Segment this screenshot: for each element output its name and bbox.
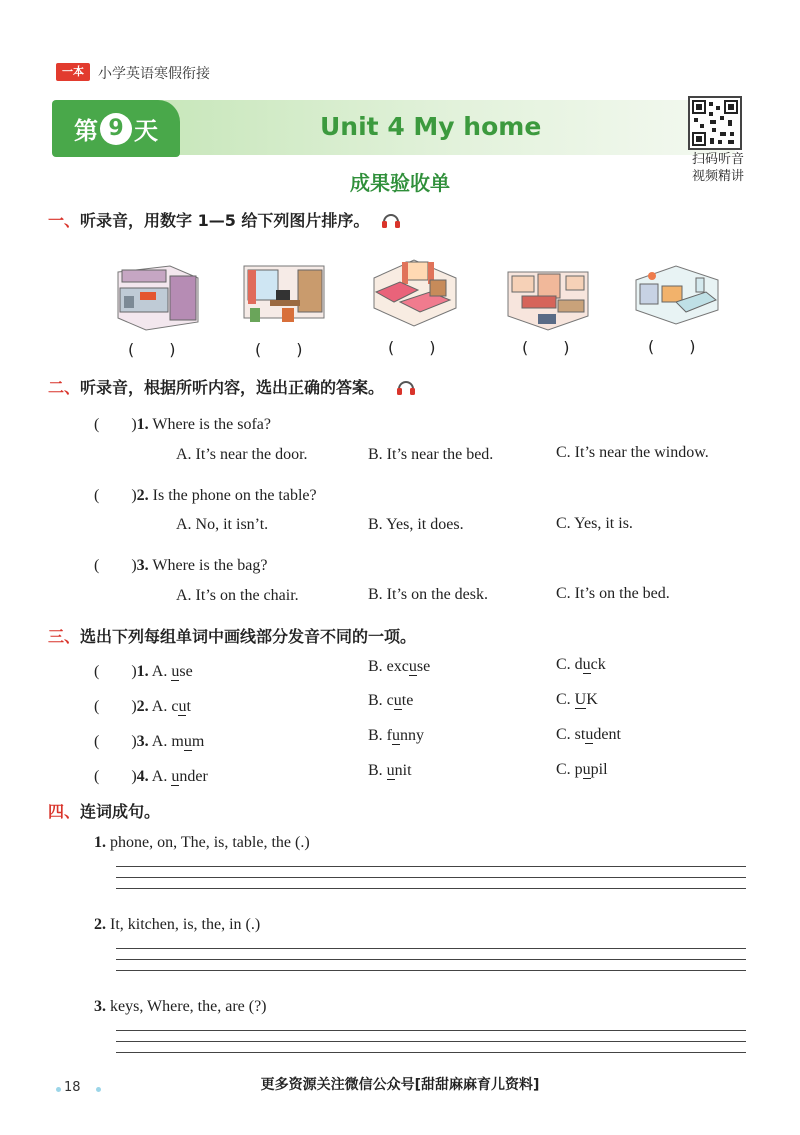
qr-code-icon[interactable] [688,96,742,150]
option-label: A. [151,663,168,680]
word-pre: d [574,656,583,673]
option-label: C. [556,691,571,708]
brand-logo: 一本 [56,63,90,81]
item-words: phone, on, The, is, table, the (.) [110,834,310,851]
day-number: 9 [100,113,132,145]
writing-lines-3[interactable] [116,1030,746,1063]
word-underlined: u [393,692,402,709]
option-a: A. It’s near the door. [176,446,308,463]
section3-num: 三、 [48,627,81,646]
question-3 [94,552,267,575]
row-number: 4. [136,768,149,785]
writing-lines-1[interactable] [116,866,746,899]
option-b: B. It’s near the bed. [368,446,494,463]
word-c [556,726,621,744]
option-label: A. [151,768,168,785]
row-number: 1. [136,663,149,680]
book-title: 小学英语寒假衔接 [98,66,210,82]
word-pre: m [171,733,184,750]
day-suffix: 天 [134,117,158,145]
word-pre: p [574,761,583,778]
picture-answer-4[interactable]: ( ) [522,338,571,357]
answer-paren[interactable]: ( ) [94,768,137,785]
question-text: Where is the bag? [152,557,268,574]
option-label: B. [368,692,383,709]
word-underlined: u [585,726,594,743]
option-label: B. [368,658,383,675]
word-post: dent [593,726,621,743]
picture-answer-3[interactable]: ( ) [388,338,437,357]
word-b [368,658,430,676]
word-pre: exc [386,658,409,675]
word-underlined: u [171,663,180,680]
word-post: K [586,691,598,708]
item-number: 2. [94,916,106,933]
option-c: C. Yes, it is. [556,515,633,532]
option-b: B. Yes, it does. [368,516,464,533]
word-b [368,692,413,710]
headphone-icon[interactable] [381,211,401,233]
sentence-item-2 [94,916,260,934]
word-underlined: u [392,727,400,744]
question-number: 3. [136,557,149,574]
word-a [171,663,192,681]
word-post: se [179,663,193,680]
picture-living-room [504,262,590,332]
row-number: 2. [136,698,149,715]
word-c [556,656,606,674]
row-number: 3. [136,733,149,750]
question-text: Where is the sofa? [152,416,271,433]
word-post: nny [400,727,424,744]
option-b: B. It’s on the desk. [368,586,488,603]
section2-title: 听录音，根据所听内容，选出正确的答案。 [80,378,385,397]
option-label: A. [151,733,168,750]
qr-caption-line2: 视频精讲 [691,169,744,184]
word-underlined: u [582,761,591,778]
picture-bedroom [370,258,456,328]
word-underlined: U [574,691,587,708]
word-post: nit [394,762,412,779]
section3-heading [48,624,416,647]
word-a [171,698,191,716]
picture-kitchen [112,262,198,332]
word-post: se [416,658,431,675]
word-pre: f [386,727,392,744]
option-a: A. No, it isn’t. [176,516,269,533]
word-underlined: u [171,768,180,785]
question-number: 1. [136,416,149,433]
word-underlined: u [582,656,591,673]
item-words: keys, Where, the, are (?) [110,998,267,1015]
answer-paren[interactable]: ( ) [94,663,137,680]
word-post: t [186,698,191,715]
picture-answer-5[interactable]: ( ) [648,337,697,356]
answer-paren[interactable]: ( ) [94,733,137,750]
option-label: B. [368,727,383,744]
option-label: C. [556,726,571,743]
item-number: 1. [94,834,106,851]
qr-caption-line1: 扫码听音 [691,152,744,167]
option-label: C. [556,656,571,673]
page-number: 18 [64,1080,81,1095]
word-underlined: u [183,733,192,750]
word-a [171,733,204,751]
answer-paren[interactable]: ( ) [94,416,137,433]
section1-title: 听录音，用数字 1—5 给下列图片排序。 [80,211,370,230]
phonics-row-4 [94,763,208,786]
word-pre: st [574,726,586,743]
picture-study [240,262,326,332]
answer-paren[interactable]: ( ) [94,698,137,715]
question-1 [94,411,271,434]
word-post: te [401,692,414,709]
question-number: 2. [136,487,149,504]
option-label: C. [556,761,571,778]
section2-heading [48,375,416,400]
picture-answer-2[interactable]: ( ) [255,340,304,359]
option-label: A. [151,698,168,715]
unit-title: Unit 4 My home [320,112,542,141]
section4-title: 连词成句。 [80,802,161,821]
sheet-title: 成果验收单 [350,171,450,195]
item-words: It, kitchen, is, the, in (.) [110,916,261,933]
word-post: ck [590,656,606,673]
word-a [171,768,207,786]
writing-lines-2[interactable] [116,948,746,981]
picture-bathroom [632,262,718,332]
option-a: A. It’s on the chair. [176,587,299,604]
section2-num: 二、 [48,378,81,397]
word-c [556,761,608,779]
word-post: nder [179,768,208,785]
phonics-row-3 [94,728,204,751]
word-post: m [191,733,205,750]
answer-paren[interactable]: ( ) [94,487,137,504]
sentence-item-1 [94,834,310,852]
section4-num: 四、 [48,802,81,821]
headphone-icon[interactable] [396,378,416,400]
word-underlined: u [386,762,395,779]
word-b [368,727,424,745]
section4-heading [48,799,160,822]
section3-title: 选出下列每组单词中画线部分发音不同的一项。 [80,627,417,646]
answer-paren[interactable]: ( ) [94,557,137,574]
footer-text: 更多资源关注微信公众号[甜甜麻麻育儿资料] [260,1077,540,1093]
word-c [556,691,598,709]
item-number: 3. [94,998,106,1015]
sentence-item-3 [94,998,267,1016]
option-c: C. It’s near the window. [556,444,709,461]
option-label: B. [368,762,383,779]
word-pre: c [386,692,394,709]
day-prefix: 第 [74,117,98,145]
question-2 [94,482,317,505]
section1-num: 一、 [48,211,81,230]
phonics-row-2 [94,693,191,716]
option-c: C. It’s on the bed. [556,585,670,602]
section1-heading [48,208,401,233]
question-text: Is the phone on the table? [152,487,317,504]
word-underlined: u [178,698,187,715]
picture-answer-1[interactable]: ( ) [128,340,177,359]
phonics-row-1 [94,658,193,681]
word-b [368,762,412,780]
day-badge [52,100,180,157]
word-pre: c [171,698,179,715]
word-post: pil [590,761,608,778]
word-underlined: u [408,658,417,675]
